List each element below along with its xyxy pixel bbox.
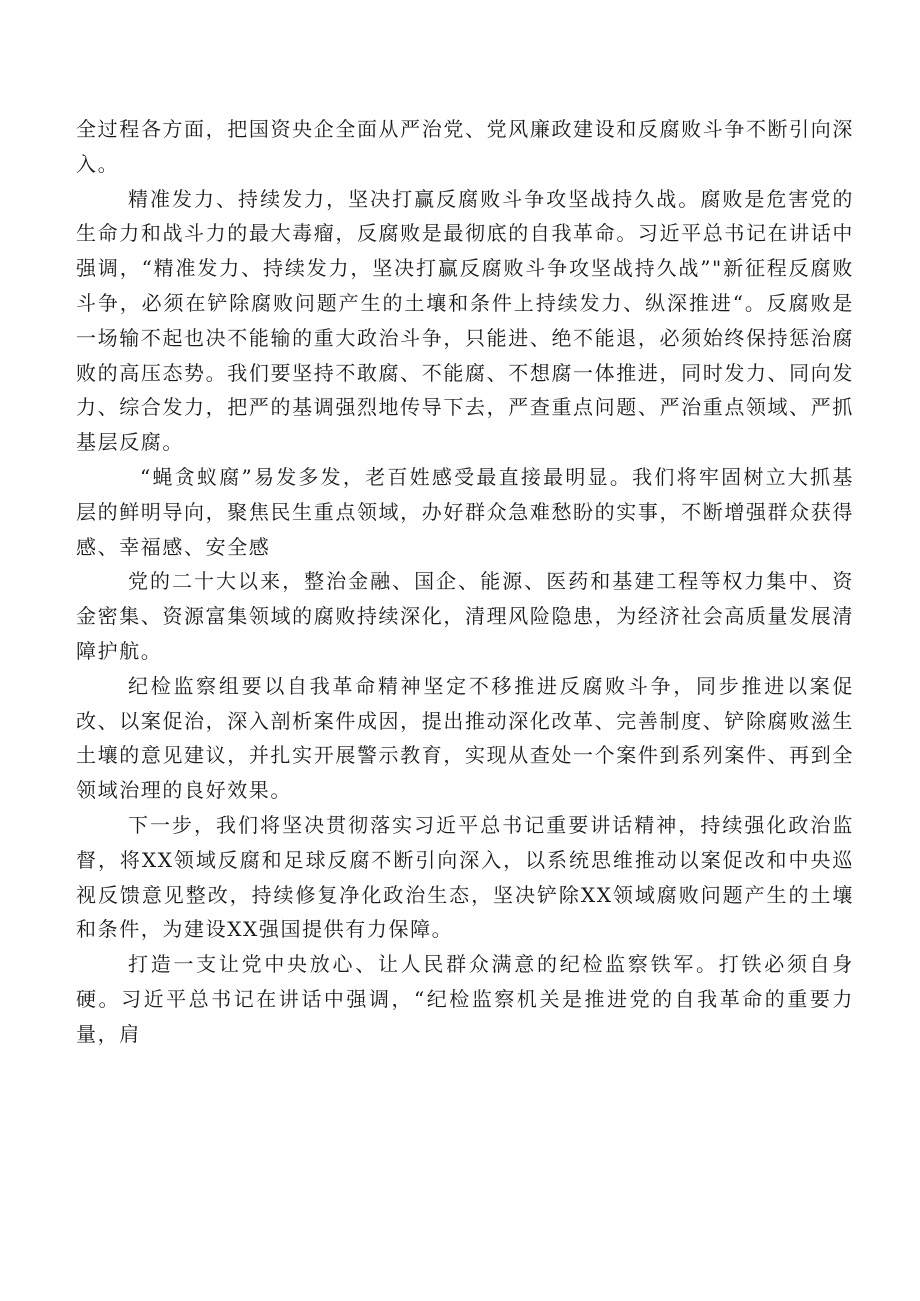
paragraph-7: 打造一支让党中央放心、让人民群众满意的纪检监察铁军。打铁必须自身硬。习近平总书记在讲话中强调，“纪检监察机关是推进党的自我革命的重要力量，肩 bbox=[76, 952, 854, 1046]
paragraph-2: 精准发力、持续发力，坚决打赢反腐败斗争攻坚战持久战。腐败是危害党的生命力和战斗力的最大毒瘤，反腐败是最彻底的自我革命。习近平总书记在讲话中强调，“精准发力、持续发力，坚决打赢反腐败斗争攻坚战持久战”"新征程反腐败斗争，必须在铲除腐败问题产生的土壤和条件上持续发力、纵深推进“。反腐败是一场输不起也决不能输的重大政治斗争，只能进、绝不能退，必须始终保持惩治腐败的高压态势。我们要坚持不敢腐、不能腐、不想腐一体推进，同时发力、同向发力、综合发力，把严的基调强烈地传导下去，严查重点问题、严治重点领域、严抓基层反腐。 bbox=[76, 186, 854, 455]
paragraph-4: 党的二十大以来，整治金融、国企、能源、医药和基建工程等权力集中、资金密集、资源富集领域的腐败持续深化，清理风险隐患，为经济社会高质量发展清障护航。 bbox=[76, 569, 854, 663]
paragraph-1: 全过程各方面，把国资央企全面从严治党、党风廉政建设和反腐败斗争不断引向深入。 bbox=[76, 117, 854, 176]
paragraph-6: 下一步，我们将坚决贯彻落实习近平总书记重要讲话精神，持续强化政治监督，将XX领域反腐和足球反腐不断引向深入，以系统思维推动以案促改和中央巡视反馈意见整改，持续修复净化政治生态，坚决铲除XX领域腐败问题产生的土壤和条件，为建设XX强国提供有力保障。 bbox=[76, 812, 854, 942]
paragraph-5: 纪检监察组要以自我革命精神坚定不移推进反腐败斗争，同步推进以案促改、以案促治，深入剖析案件成因，提出推动深化改革、完善制度、铲除腐败滋生土壤的意见建议，并扎实开展警示教育，实现从查处一个案件到系列案件、再到全领域治理的良好效果。 bbox=[76, 673, 854, 803]
paragraph-3: “蝇贪蚁腐”易发多发，老百姓感受最直接最明显。我们将牢固树立大抓基层的鲜明导向，聚焦民生重点领域，办好群众急难愁盼的实事，不断增强群众获得感、幸福感、安全感 bbox=[76, 464, 854, 559]
